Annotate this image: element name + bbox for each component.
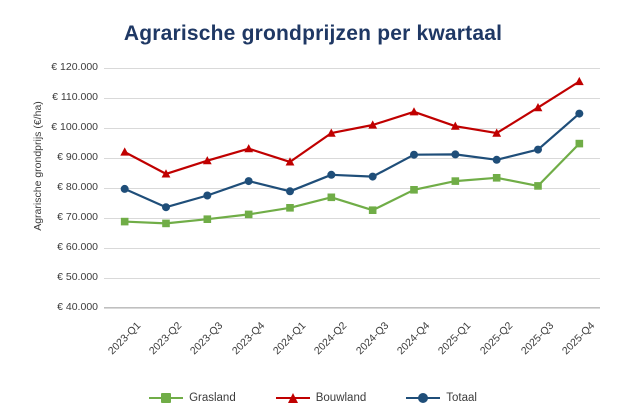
x-tick-label: 2025-Q3 (518, 319, 557, 358)
y-tick-label: € 100.000 (51, 121, 98, 133)
x-tick-label: 2024-Q1 (270, 319, 309, 358)
data-point-marker (369, 173, 377, 181)
data-point-marker (244, 144, 253, 152)
data-point-marker (120, 147, 129, 155)
x-tick-label: 2024-Q3 (353, 319, 391, 358)
y-tick-label: € 110.000 (52, 91, 98, 103)
series-line (125, 82, 580, 174)
x-tick-label: 2023-Q4 (229, 319, 267, 358)
legend-label: Grasland (189, 392, 236, 404)
data-point-marker (121, 218, 129, 226)
data-point-marker (534, 146, 542, 154)
gridline (104, 308, 600, 309)
y-tick-label: € 60.000 (57, 241, 98, 253)
series-line (125, 114, 580, 208)
legend-item[interactable] (149, 392, 236, 404)
plot-area (104, 68, 600, 308)
data-point-marker (204, 215, 212, 223)
data-point-marker (286, 204, 294, 212)
data-point-marker (245, 177, 253, 185)
data-point-marker (451, 150, 459, 158)
legend-label: Bouwland (315, 392, 367, 404)
x-tick-label: 2025-Q1 (436, 319, 474, 358)
data-point-marker (452, 177, 460, 185)
data-point-marker (493, 174, 501, 182)
data-point-marker (327, 171, 335, 179)
legend-label: Totaal (446, 392, 477, 404)
chart-legend (0, 392, 626, 404)
legend-marker-icon (288, 393, 298, 403)
data-point-marker (203, 192, 211, 200)
legend-item[interactable] (406, 392, 477, 404)
data-point-marker (162, 203, 170, 211)
data-point-marker (410, 186, 418, 194)
y-tick-label: € 50.000 (57, 271, 98, 283)
y-tick-label: € 70.000 (57, 211, 98, 223)
x-tick-label: 2023-Q2 (146, 319, 185, 358)
x-tick-label: 2024-Q4 (394, 319, 433, 358)
y-tick-label: € 120.000 (51, 61, 98, 73)
chart-title: Agrarische grondprijzen per kwartaal (123, 22, 503, 45)
data-point-marker (410, 107, 419, 115)
x-tick-label: 2025-Q4 (560, 319, 598, 358)
data-point-marker (576, 140, 584, 148)
data-point-marker (162, 220, 170, 228)
data-point-marker (575, 77, 584, 85)
data-point-marker (369, 206, 377, 214)
data-point-marker (286, 187, 294, 195)
data-point-marker (493, 156, 501, 164)
x-tick-label: 2023-Q1 (105, 319, 143, 358)
y-tick-label: € 40.000 (57, 301, 98, 313)
legend-marker-icon (161, 393, 171, 403)
legend-swatch (276, 392, 310, 404)
x-tick-label: 2025-Q2 (477, 319, 515, 358)
y-tick-label: € 90.000 (57, 151, 98, 163)
data-point-marker (410, 151, 418, 159)
y-tick-label: € 80.000 (57, 181, 98, 193)
y-axis-label: Agrarische grondprijs (€/ha) (32, 101, 44, 231)
legend-marker-icon (418, 393, 428, 403)
data-point-marker (328, 194, 336, 202)
data-point-marker (245, 211, 253, 219)
data-point-marker (575, 110, 583, 118)
series-lines (104, 68, 600, 308)
legend-swatch (149, 392, 183, 404)
x-tick-label: 2024-Q2 (312, 319, 350, 358)
legend-swatch (406, 392, 440, 404)
data-point-marker (534, 103, 543, 111)
data-point-marker (121, 185, 129, 193)
legend-item[interactable] (276, 392, 367, 404)
y-axis-ticks (36, 0, 98, 417)
x-tick-label: 2023-Q3 (188, 319, 226, 358)
data-point-marker (534, 182, 542, 190)
